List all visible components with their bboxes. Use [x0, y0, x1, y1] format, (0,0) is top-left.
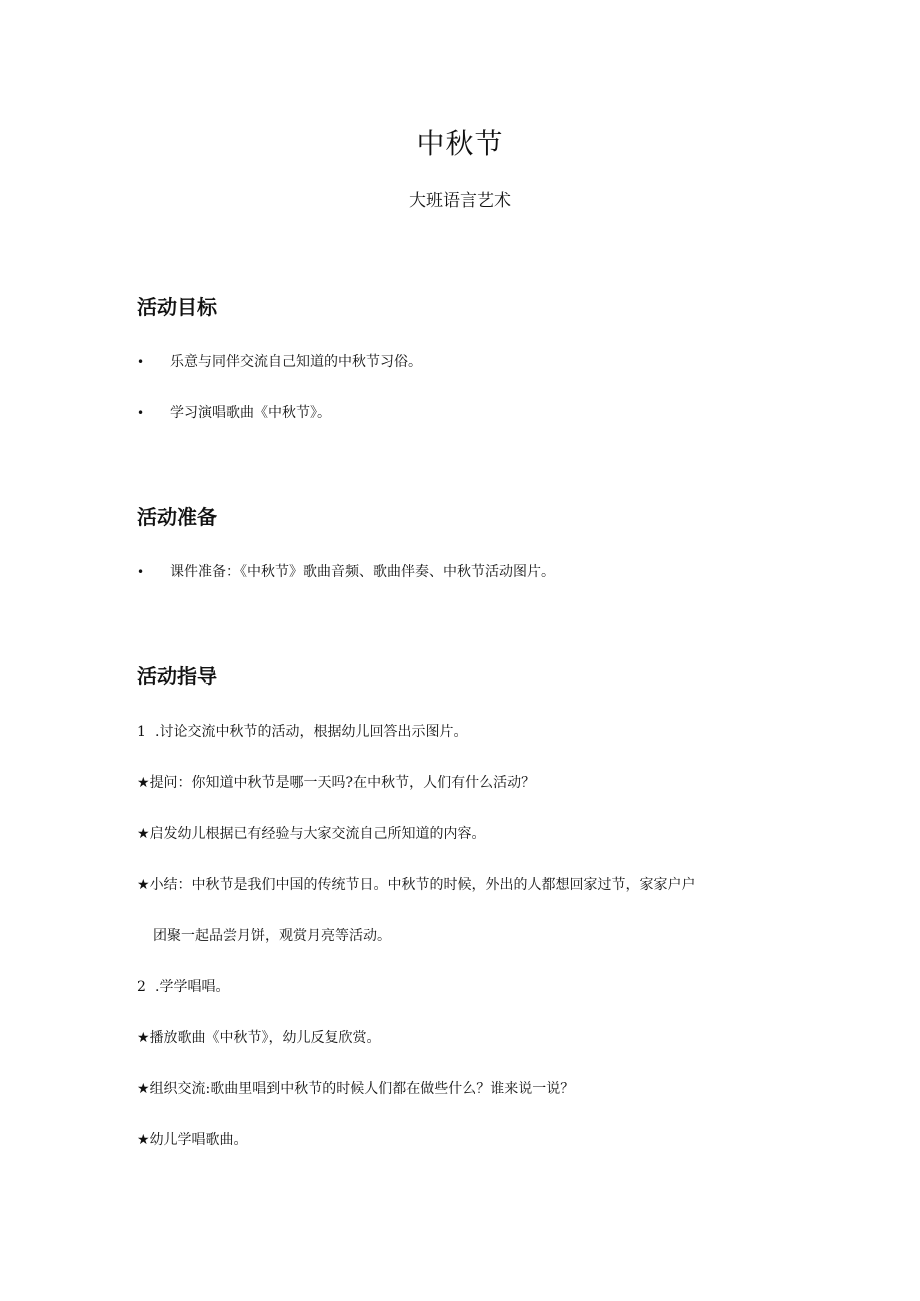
guidance-point [137, 1128, 797, 1152]
document-subtitle: 大班语言艺术 [409, 191, 511, 211]
guidance-point-continuation: 团聚一起品尝月饼，观赏月亮等活动。 [153, 928, 391, 944]
guidance-point [137, 1026, 797, 1050]
guidance-step-1 [137, 720, 797, 744]
step-text: .学学唱唱。 [155, 979, 230, 995]
guidance-point [137, 1077, 797, 1101]
guidance-point-text: 组织交流:歌曲里唱到中秋节的时候人们都在做些什么？谁来说一说？ [149, 1081, 575, 1097]
guidance-point-text: 启发幼儿根据已有经验与大家交流自己所知道的内容。 [149, 826, 486, 842]
star-icon: ★ [137, 1081, 150, 1097]
guidance-point [137, 822, 797, 846]
section-heading-preparation: 活动准备 [137, 505, 217, 529]
guidance-point-text: 幼儿学唱歌曲。 [149, 1132, 248, 1148]
goal-item-text: 乐意与同伴交流自己知道的中秋节习俗。 [170, 354, 422, 370]
section-heading-goals: 活动目标 [137, 295, 217, 319]
goal-item [137, 350, 797, 374]
star-icon: ★ [137, 1132, 150, 1148]
bullet-icon: • [137, 565, 145, 579]
document-title: 中秋节 [416, 127, 504, 160]
star-icon: ★ [137, 877, 150, 893]
goal-item [137, 401, 797, 425]
guidance-point [137, 873, 797, 897]
guidance-point-text: 提问：你知道中秋节是哪一天吗?在中秋节，人们有什么活动？ [149, 775, 536, 791]
bullet-icon: • [137, 406, 145, 420]
preparation-item-text: 课件准备：《中秋节》歌曲音频、歌曲伴奏、中秋节活动图片。 [170, 564, 555, 580]
bullet-icon: • [137, 355, 145, 369]
guidance-point-text: 播放歌曲《中秋节》，幼儿反复欣赏。 [149, 1030, 381, 1046]
star-icon: ★ [137, 1030, 150, 1046]
star-icon: ★ [137, 775, 150, 791]
star-icon: ★ [137, 826, 150, 842]
guidance-step-2 [137, 975, 797, 999]
section-heading-guidance: 活动指导 [137, 664, 217, 688]
guidance-point [137, 771, 797, 795]
preparation-item [137, 560, 797, 584]
step-number: 1 [137, 724, 146, 740]
step-number: 2 [137, 979, 146, 995]
goal-item-text: 学习演唱歌曲《中秋节》。 [170, 405, 331, 421]
guidance-point-text: 小结：中秋节是我们中国的传统节日。中秋节的时候，外出的人都想回家过节，家家户户 [149, 877, 696, 893]
step-text: .讨论交流中秋节的活动，根据幼儿回答出示图片。 [155, 724, 468, 740]
